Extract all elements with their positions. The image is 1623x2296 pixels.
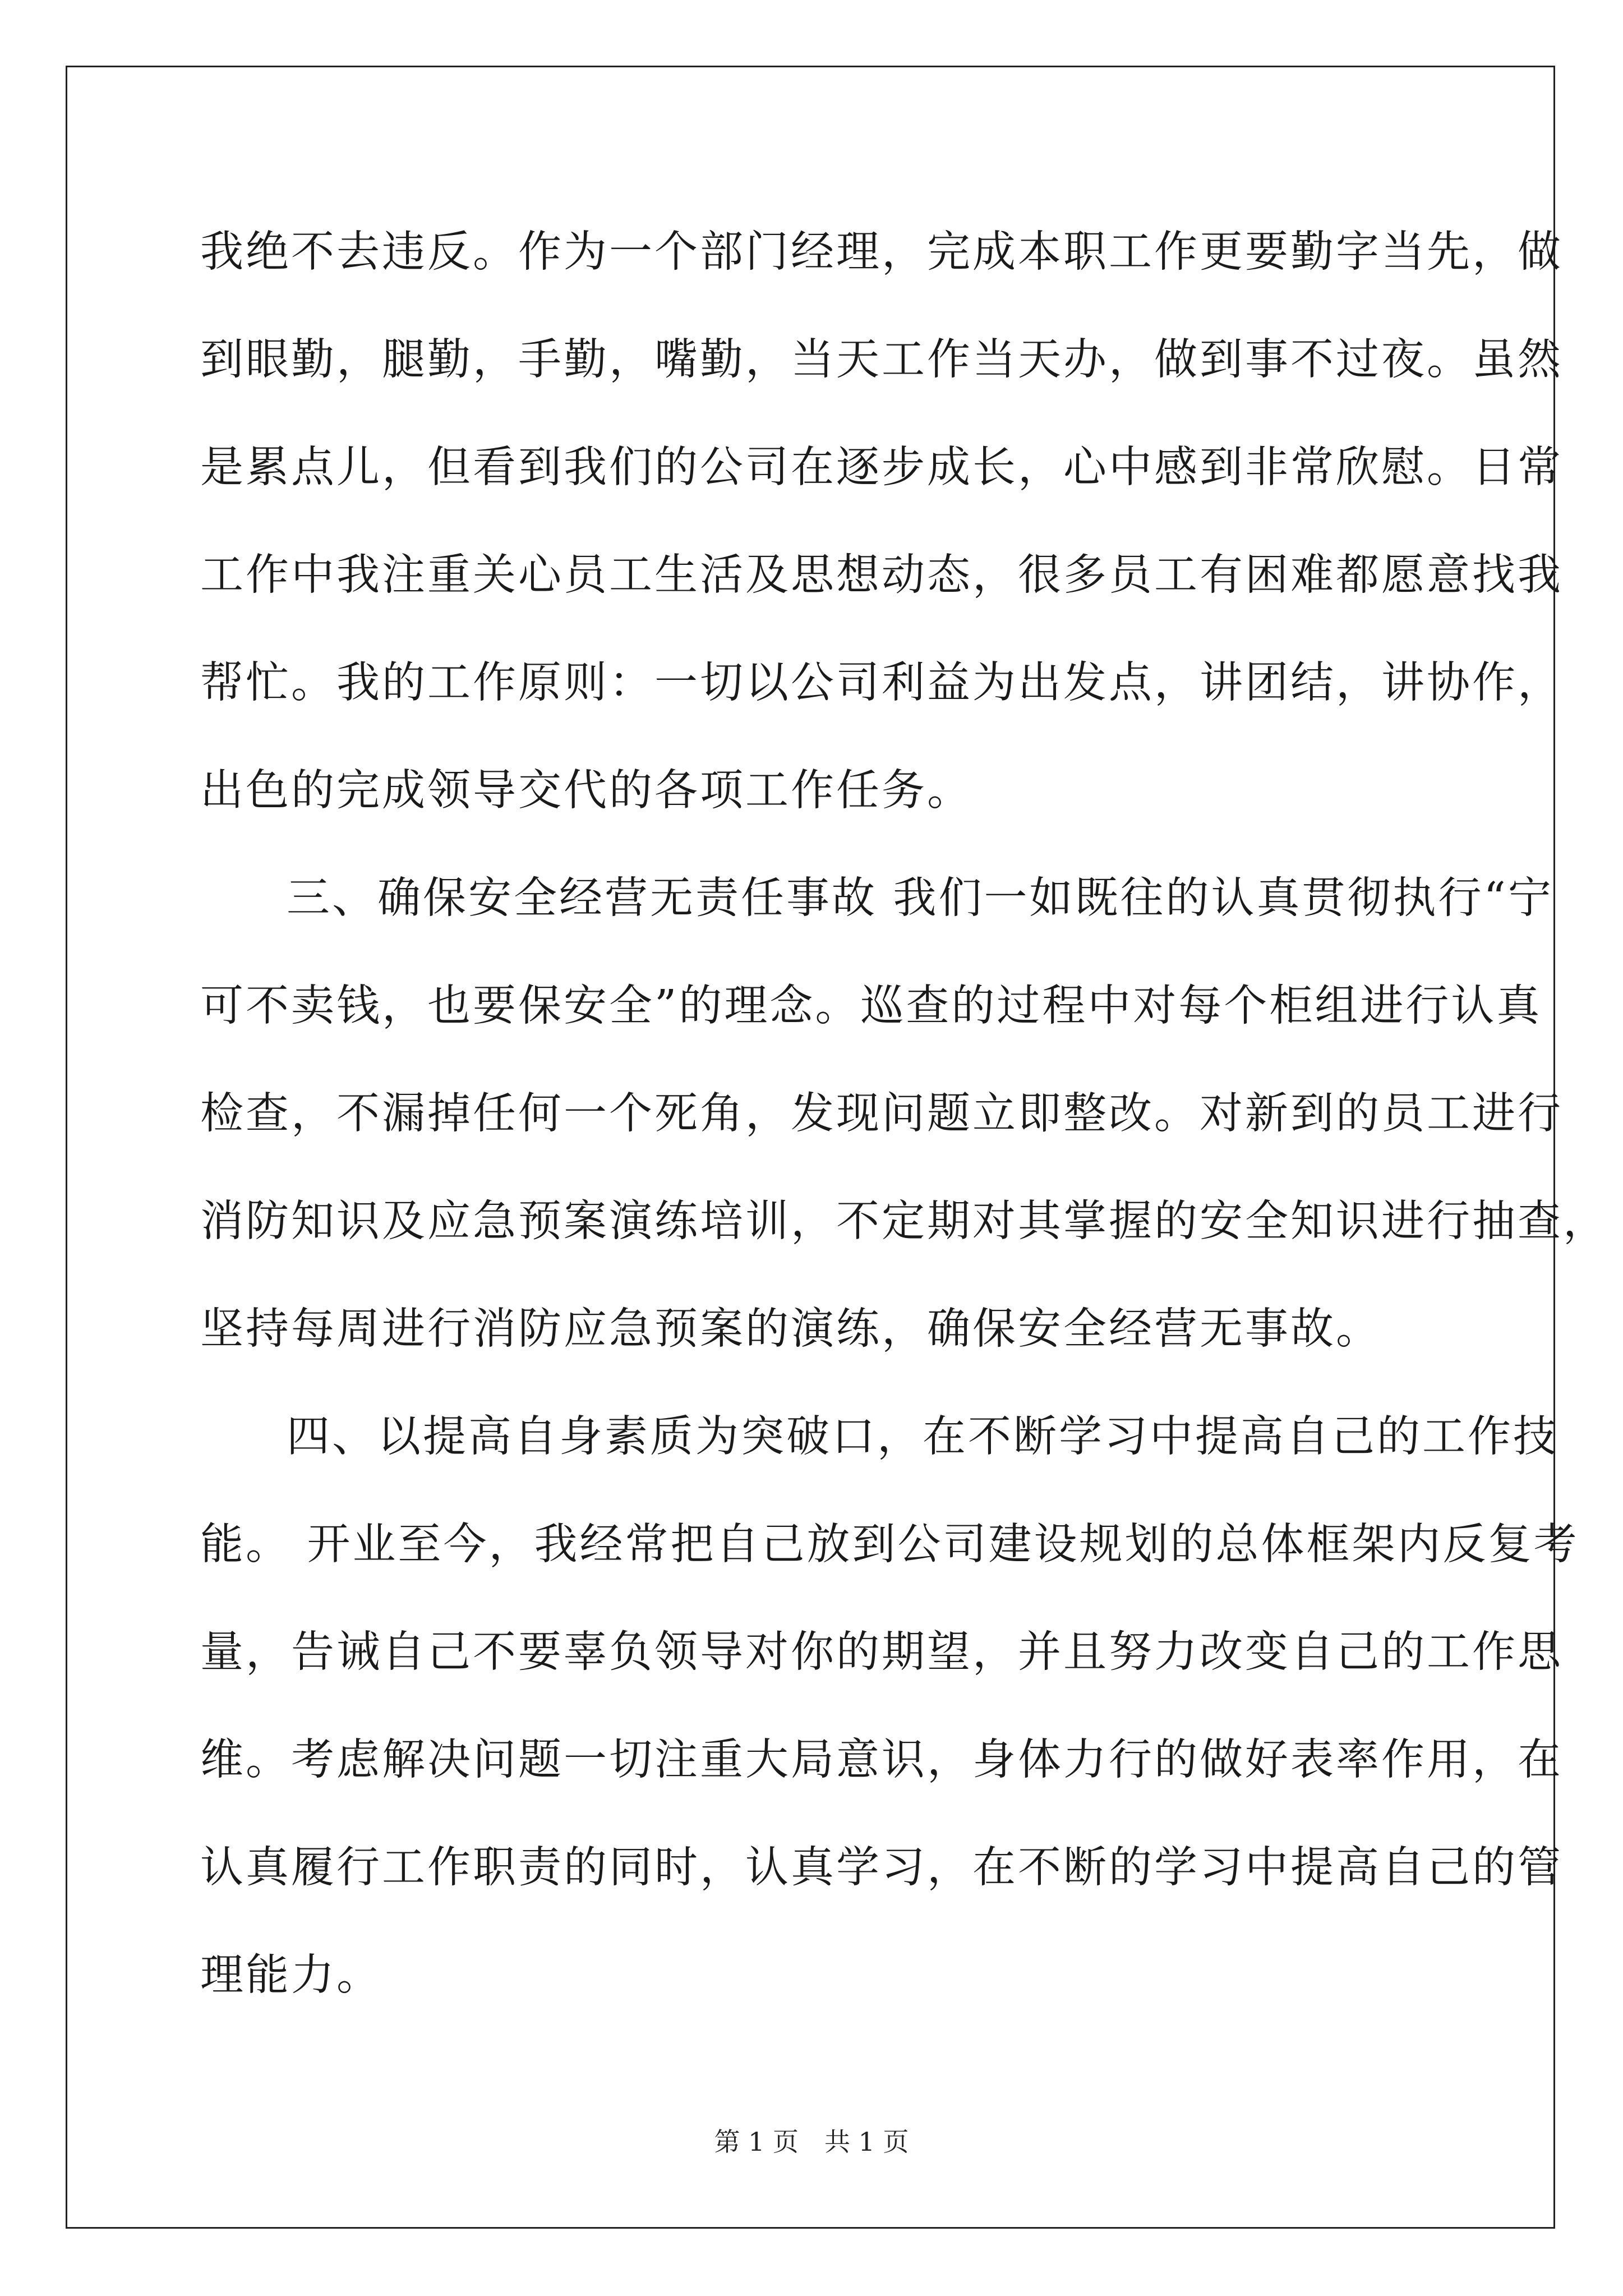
text-line: 能。 开业至今，我经常把自己放到公司建设规划的总体框架内反复考 (200, 1520, 1579, 1570)
section-heading-line: 三、确保安全经营无责任事故 我们一如既往的认真贯彻执行“宁 (287, 873, 1553, 923)
text-line: 认真履行工作职责的同时，认真学习，在不断的学习中提高自己的管 (200, 1843, 1563, 1893)
document-body (200, 222, 1608, 2053)
page-number: 第 1 页 共 1 页 (714, 2127, 909, 2157)
text-line: 理能力。 (200, 1950, 382, 2000)
text-line: 到眼勤，腿勤，手勤，嘴勤，当天工作当天办，做到事不过夜。虽然 (200, 335, 1563, 385)
text-line: 我绝不去违反。作为一个部门经理，完成本职工作更要勤字当先，做 (200, 227, 1563, 277)
text-line: 量，告诫自己不要辜负领导对你的期望，并且努力改变自己的工作思 (200, 1627, 1563, 1677)
text-line: 是累点儿，但看到我们的公司在逐步成长，心中感到非常欣慰。日常 (200, 443, 1563, 493)
text-line: 坚持每周进行消防应急预案的演练，确保安全经营无事故。 (200, 1304, 1381, 1354)
text-line: 可不卖钱，也要保安全”的理念。巡查的过程中对每个柜组进行认真 (200, 981, 1542, 1031)
text-line: 维。考虑解决问题一切注重大局意识，身体力行的做好表率作用，在 (200, 1735, 1563, 1785)
text-line: 帮忙。我的工作原则：一切以公司利益为出发点，讲团结，讲协作， (200, 658, 1563, 708)
text-line: 出色的完成领导交代的各项工作任务。 (200, 766, 972, 816)
text-line: 检查，不漏掉任何一个死角，发现问题立即整改。对新到的员工进行 (200, 1089, 1563, 1139)
section-heading-line: 四、以提高自身素质为突破口，在不断学习中提高自己的工作技 (287, 1412, 1559, 1462)
text-line: 工作中我注重关心员工生活及思想动态，很多员工有困难都愿意找我 (200, 550, 1563, 600)
text-line: 消防知识及应急预案演练培训，不定期对其掌握的安全知识进行抽查， (200, 1197, 1608, 1246)
